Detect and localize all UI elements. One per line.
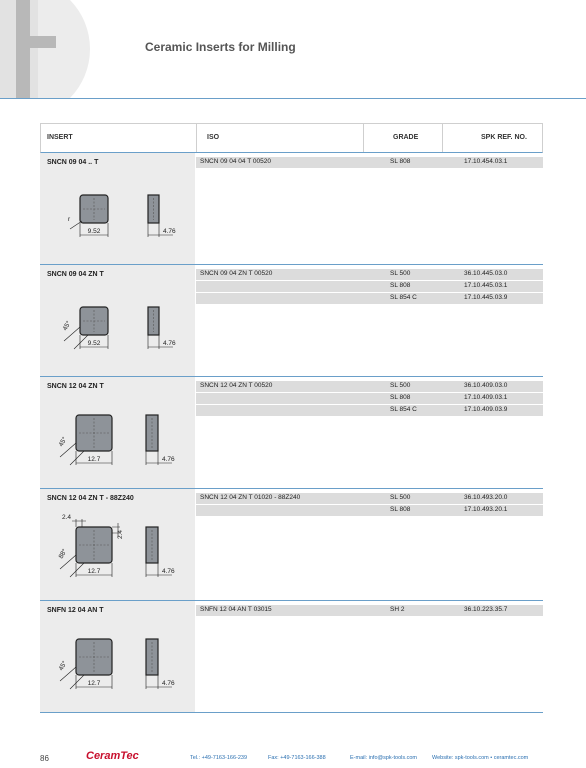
corner-angle-label: 45° xyxy=(57,659,69,672)
insert-name: SNCN 12 04 ZN T xyxy=(47,383,104,390)
insert-name: SNCN 09 04 .. T xyxy=(47,159,99,166)
table-row xyxy=(196,157,543,168)
table-row xyxy=(196,505,543,516)
cell-iso: SNCN 12 04 ZN T 01020 - 88Z240 xyxy=(200,494,301,501)
page-number: 86 xyxy=(40,754,49,763)
insert-technical-drawing xyxy=(40,399,195,487)
cell-ref: 36.10.493.20.0 xyxy=(464,494,508,501)
cell-ref: 17.10.409.03.9 xyxy=(464,406,508,413)
cell-grade: SL 500 xyxy=(390,382,411,389)
cell-ref: 36.10.409.03.0 xyxy=(464,382,508,389)
col-header-iso: ISO xyxy=(207,134,220,141)
insert-technical-drawing xyxy=(40,623,195,711)
insert-section xyxy=(40,601,543,713)
insert-variants xyxy=(196,157,543,169)
cell-grade: SH 2 xyxy=(390,606,405,613)
width-label: 12.7 xyxy=(87,680,101,687)
title-divider xyxy=(0,98,586,99)
width-label: 12.7 xyxy=(87,456,101,463)
insert-section xyxy=(40,153,543,265)
footer-website[interactable]: Website: spk-tools.com • ceramtec.com xyxy=(432,755,529,761)
footer-tel: Tel.: +49-7163-166-239 xyxy=(190,755,248,761)
cell-grade: SL 808 xyxy=(390,506,411,513)
cell-ref: 17.10.445.03.1 xyxy=(464,282,508,289)
table-row xyxy=(196,269,543,280)
brand-corner-graphic xyxy=(0,0,140,98)
cell-grade: SL 500 xyxy=(390,270,411,277)
cell-grade: SL 500 xyxy=(390,494,411,501)
cell-ref: 17.10.409.03.1 xyxy=(464,394,508,401)
cell-grade: SL 808 xyxy=(390,394,411,401)
cell-ref: 36.10.223.35.7 xyxy=(464,606,508,613)
insert-section xyxy=(40,377,543,489)
cell-iso: SNFN 12 04 AN T 03015 xyxy=(200,606,272,613)
table-row xyxy=(196,281,543,292)
insert-variants xyxy=(196,269,543,305)
insert-variants xyxy=(196,605,543,617)
insert-name: SNFN 12 04 AN T xyxy=(47,607,104,614)
insert-technical-drawing xyxy=(40,511,195,599)
chamfer-dimension-line xyxy=(72,519,86,527)
chamfer-label: 2.4 xyxy=(117,529,124,539)
cell-grade: SL 808 xyxy=(390,158,411,165)
col-header-grade: GRADE xyxy=(393,134,419,141)
cell-ref: 17.10.454.03.1 xyxy=(464,158,508,165)
radius-label: r xyxy=(68,216,71,223)
table-header xyxy=(40,123,543,153)
thickness-label: 4.76 xyxy=(163,340,176,347)
chamfer-label: 2.4 xyxy=(62,514,72,521)
cell-ref: 17.10.493.20.1 xyxy=(464,506,508,513)
col-divider xyxy=(196,124,197,152)
corner-angle-label: 45° xyxy=(61,319,73,332)
insert-name: SNCN 12 04 ZN T - 88Z240 xyxy=(47,495,134,502)
page-title: Ceramic Inserts for Milling xyxy=(145,40,296,54)
insert-technical-drawing xyxy=(40,175,195,263)
width-label: 12.7 xyxy=(87,568,101,575)
table-body xyxy=(40,153,543,713)
insert-section xyxy=(40,265,543,377)
cell-iso: SNCN 12 04 ZN T 00520 xyxy=(200,382,273,389)
cell-grade: SL 854 C xyxy=(390,406,417,413)
insert-technical-drawing xyxy=(40,287,195,375)
col-header-insert: INSERT xyxy=(47,134,73,141)
cell-grade: SL 808 xyxy=(390,282,411,289)
cell-grade: SL 854 C xyxy=(390,294,417,301)
table-row xyxy=(196,381,543,392)
table-row xyxy=(196,293,543,304)
table-row xyxy=(196,605,543,616)
footer-email[interactable]: E-mail: info@spk-tools.com xyxy=(350,755,418,761)
cell-ref: 17.10.445.03.9 xyxy=(464,294,508,301)
col-divider xyxy=(363,124,364,152)
cell-iso: SNCN 09 04 04 T 00520 xyxy=(200,158,271,165)
table-row xyxy=(196,405,543,416)
col-divider xyxy=(442,124,443,152)
table-row xyxy=(196,393,543,404)
thickness-label: 4.76 xyxy=(163,228,176,235)
footer-fax: Fax: +49-7163-166-388 xyxy=(268,755,326,761)
width-label: 9.52 xyxy=(87,340,101,347)
insert-variants xyxy=(196,493,543,517)
thickness-label: 4.76 xyxy=(162,456,175,463)
cell-ref: 36.10.445.03.0 xyxy=(464,270,508,277)
cell-iso: SNCN 09 04 ZN T 00520 xyxy=(200,270,273,277)
insert-variants xyxy=(196,381,543,417)
thickness-label: 4.76 xyxy=(162,568,175,575)
width-label: 9.52 xyxy=(87,228,101,235)
thickness-label: 4.76 xyxy=(162,680,175,687)
corner-angle-label: 45° xyxy=(57,435,69,448)
col-header-ref: SPK REF. NO. xyxy=(481,134,527,141)
table-row xyxy=(196,493,543,504)
insert-section xyxy=(40,489,543,601)
brand-logo: CeramTec xyxy=(86,750,139,762)
inserts-table xyxy=(40,123,543,713)
corner-angle-label: 88° xyxy=(57,547,69,560)
insert-name: SNCN 09 04 ZN T xyxy=(47,271,104,278)
